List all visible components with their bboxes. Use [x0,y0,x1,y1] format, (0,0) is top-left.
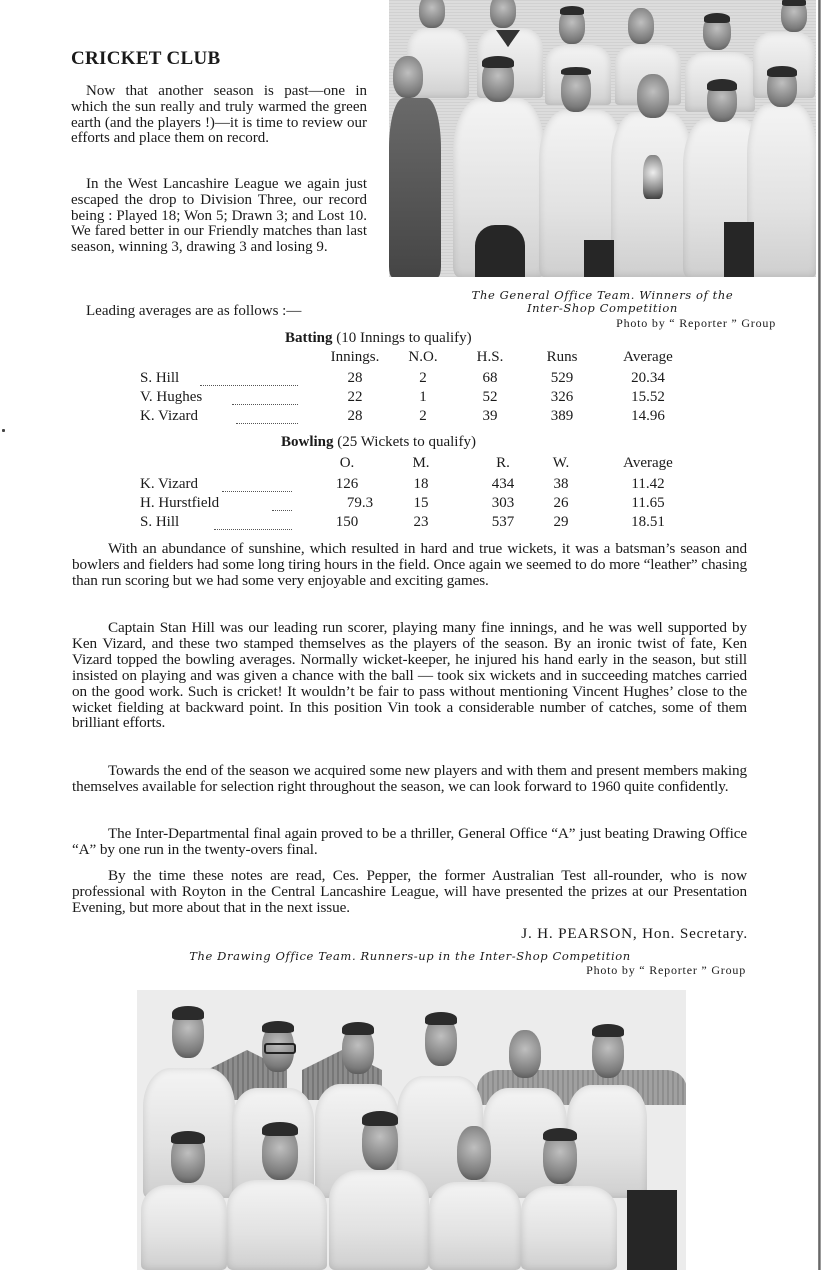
col-header: N.O. [408,349,438,365]
not-out: 2 [419,408,427,424]
article-title: CRICKET CLUB [71,48,221,69]
maidens: 15 [413,495,429,511]
player-name: K. Vizard [140,408,198,424]
innings: 28 [347,408,363,424]
table-row [0,389,826,408]
average: 11.65 [631,495,665,511]
average: 14.96 [631,408,665,424]
page-edge [818,0,821,1270]
table-row [0,495,826,514]
table-row [0,408,826,427]
body-paragraph-sunshine: With an abundance of sunshine, which resulted in hard and true wickets, it was a batsman’s season and bowlers and fielders had some long tiring hours in the field. Once again we seemed to do more “leather” chasing than run scoring but we had some very enjoyable and exciting games. [72,540,747,589]
batting-heading [285,330,472,347]
average: 15.52 [631,389,665,405]
col-header: Average [623,349,673,365]
high-score: 68 [482,370,498,386]
signature: J. H. PEARSON, Hon. Secretary. [521,925,748,942]
bowling-heading [281,434,476,451]
innings: 22 [347,389,363,405]
not-out: 2 [419,370,427,386]
batting-label: Batting [285,330,333,346]
high-score: 39 [482,408,498,424]
col-header: H.S. [476,349,504,365]
player-name: S. Hill [140,370,180,386]
averages-lead-in: Leading averages are as follows :— [86,303,302,319]
top-photo-caption-line1: The General Office Team. Winners of the [471,288,734,302]
col-header: Average [623,455,673,471]
body-paragraph-new-players: Towards the end of the season we acquired some new players and with them and present members making themselves available for selection right throughout the season, we can look forward to 1960 quite confidently. [72,762,747,795]
average: 11.42 [631,476,665,492]
maidens: 23 [413,514,429,530]
overs: 150 [335,514,359,530]
col-header: Innings. [330,349,380,365]
high-score: 52 [482,389,498,405]
bottom-photo-credit: Photo by “ Reporter ” Group [586,963,746,977]
runs-conceded: 303 [491,495,515,511]
player-name: S. Hill [140,514,180,530]
player-name: K. Vizard [140,476,198,492]
average: 18.51 [631,514,665,530]
col-header: M. [412,455,430,471]
col-header: O. [339,455,355,471]
runs: 326 [550,389,574,405]
innings: 28 [347,370,363,386]
top-photo-caption-line2: Inter-Shop Competition [527,301,678,315]
batting-header-row [0,349,826,368]
table-row [0,476,826,495]
drawing-office-team-photo [137,990,686,1270]
player-name: H. Hurstfield [140,495,220,511]
wickets: 26 [553,495,569,511]
wickets: 29 [553,514,569,530]
body-paragraph-captain: Captain Stan Hill was our leading run scorer, playing many fine innings, and he was well supported by Ken Vizard, and these two stamped themselves as the players of the season. By an ironic twist of fate, Ken Vizard topped the bowling averages. Normally wicket-keeper, he injured his hand early in the season, but still insisted on playing and was given a chance with the ball — took six wickets and in succeeding matches carried on the good work. Such is cricket! It wouldn’t be fair to pass without mentioning Vincent Hughes’ close to the wicket fielding at backward point. In this position Vin took a considerable number of catches, some of them brilliant efforts. [72,619,747,732]
bowling-header-row [0,455,826,474]
player-name: V. Hughes [140,389,203,405]
body-paragraph-inter-departmental: The Inter-Departmental final again proved to be a thriller, General Office “A” just beating Drawing Office “A” by one run in the twenty-overs final. [72,825,747,858]
bowling-qualifier: (25 Wickets to qualify) [337,434,476,450]
bottom-photo-caption: The Drawing Office Team. Runners-up in the Inter-Shop Competition [189,949,631,963]
runs: 529 [550,370,574,386]
maidens: 18 [413,476,429,492]
general-office-team-photo [389,0,816,277]
body-paragraph-presentation: By the time these notes are read, Ces. Pepper, the former Australian Test all-rounder, who is now professional with Royton in the Central Lancashire League, will have presented the prizes at our Presentation Evening, but more about that in the next issue. [72,867,747,916]
top-photo-caption [430,289,775,315]
runs-conceded: 537 [491,514,515,530]
runs: 389 [550,408,574,424]
overs: 79.3 [346,495,374,511]
overs: 126 [335,476,359,492]
average: 20.34 [631,370,665,386]
intro-paragraph: Now that another season is past—one in which the sun really and truly warmed the green earth (and the players !)—it is time to review our efforts and place them on record. [71,83,367,147]
print-speck [2,429,5,432]
wickets: 38 [553,476,569,492]
league-record-paragraph: In the West Lancashire League we again just escaped the drop to Division Three, our record being : Played 18; Won 5; Drawn 3; and Lost 10. We fared better in our Friendly matches than last season, winning 3, drawing 3 and losing 9. [71,176,367,256]
col-header: Runs [546,349,578,365]
top-photo-credit: Photo by “ Reporter ” Group [616,316,776,330]
col-header: W. [552,455,570,471]
table-row [0,370,826,389]
runs-conceded: 434 [491,476,515,492]
col-header: R. [496,455,510,471]
not-out: 1 [419,389,427,405]
bowling-label: Bowling [281,434,334,450]
batting-qualifier: (10 Innings to qualify) [336,330,472,346]
table-row [0,514,826,533]
